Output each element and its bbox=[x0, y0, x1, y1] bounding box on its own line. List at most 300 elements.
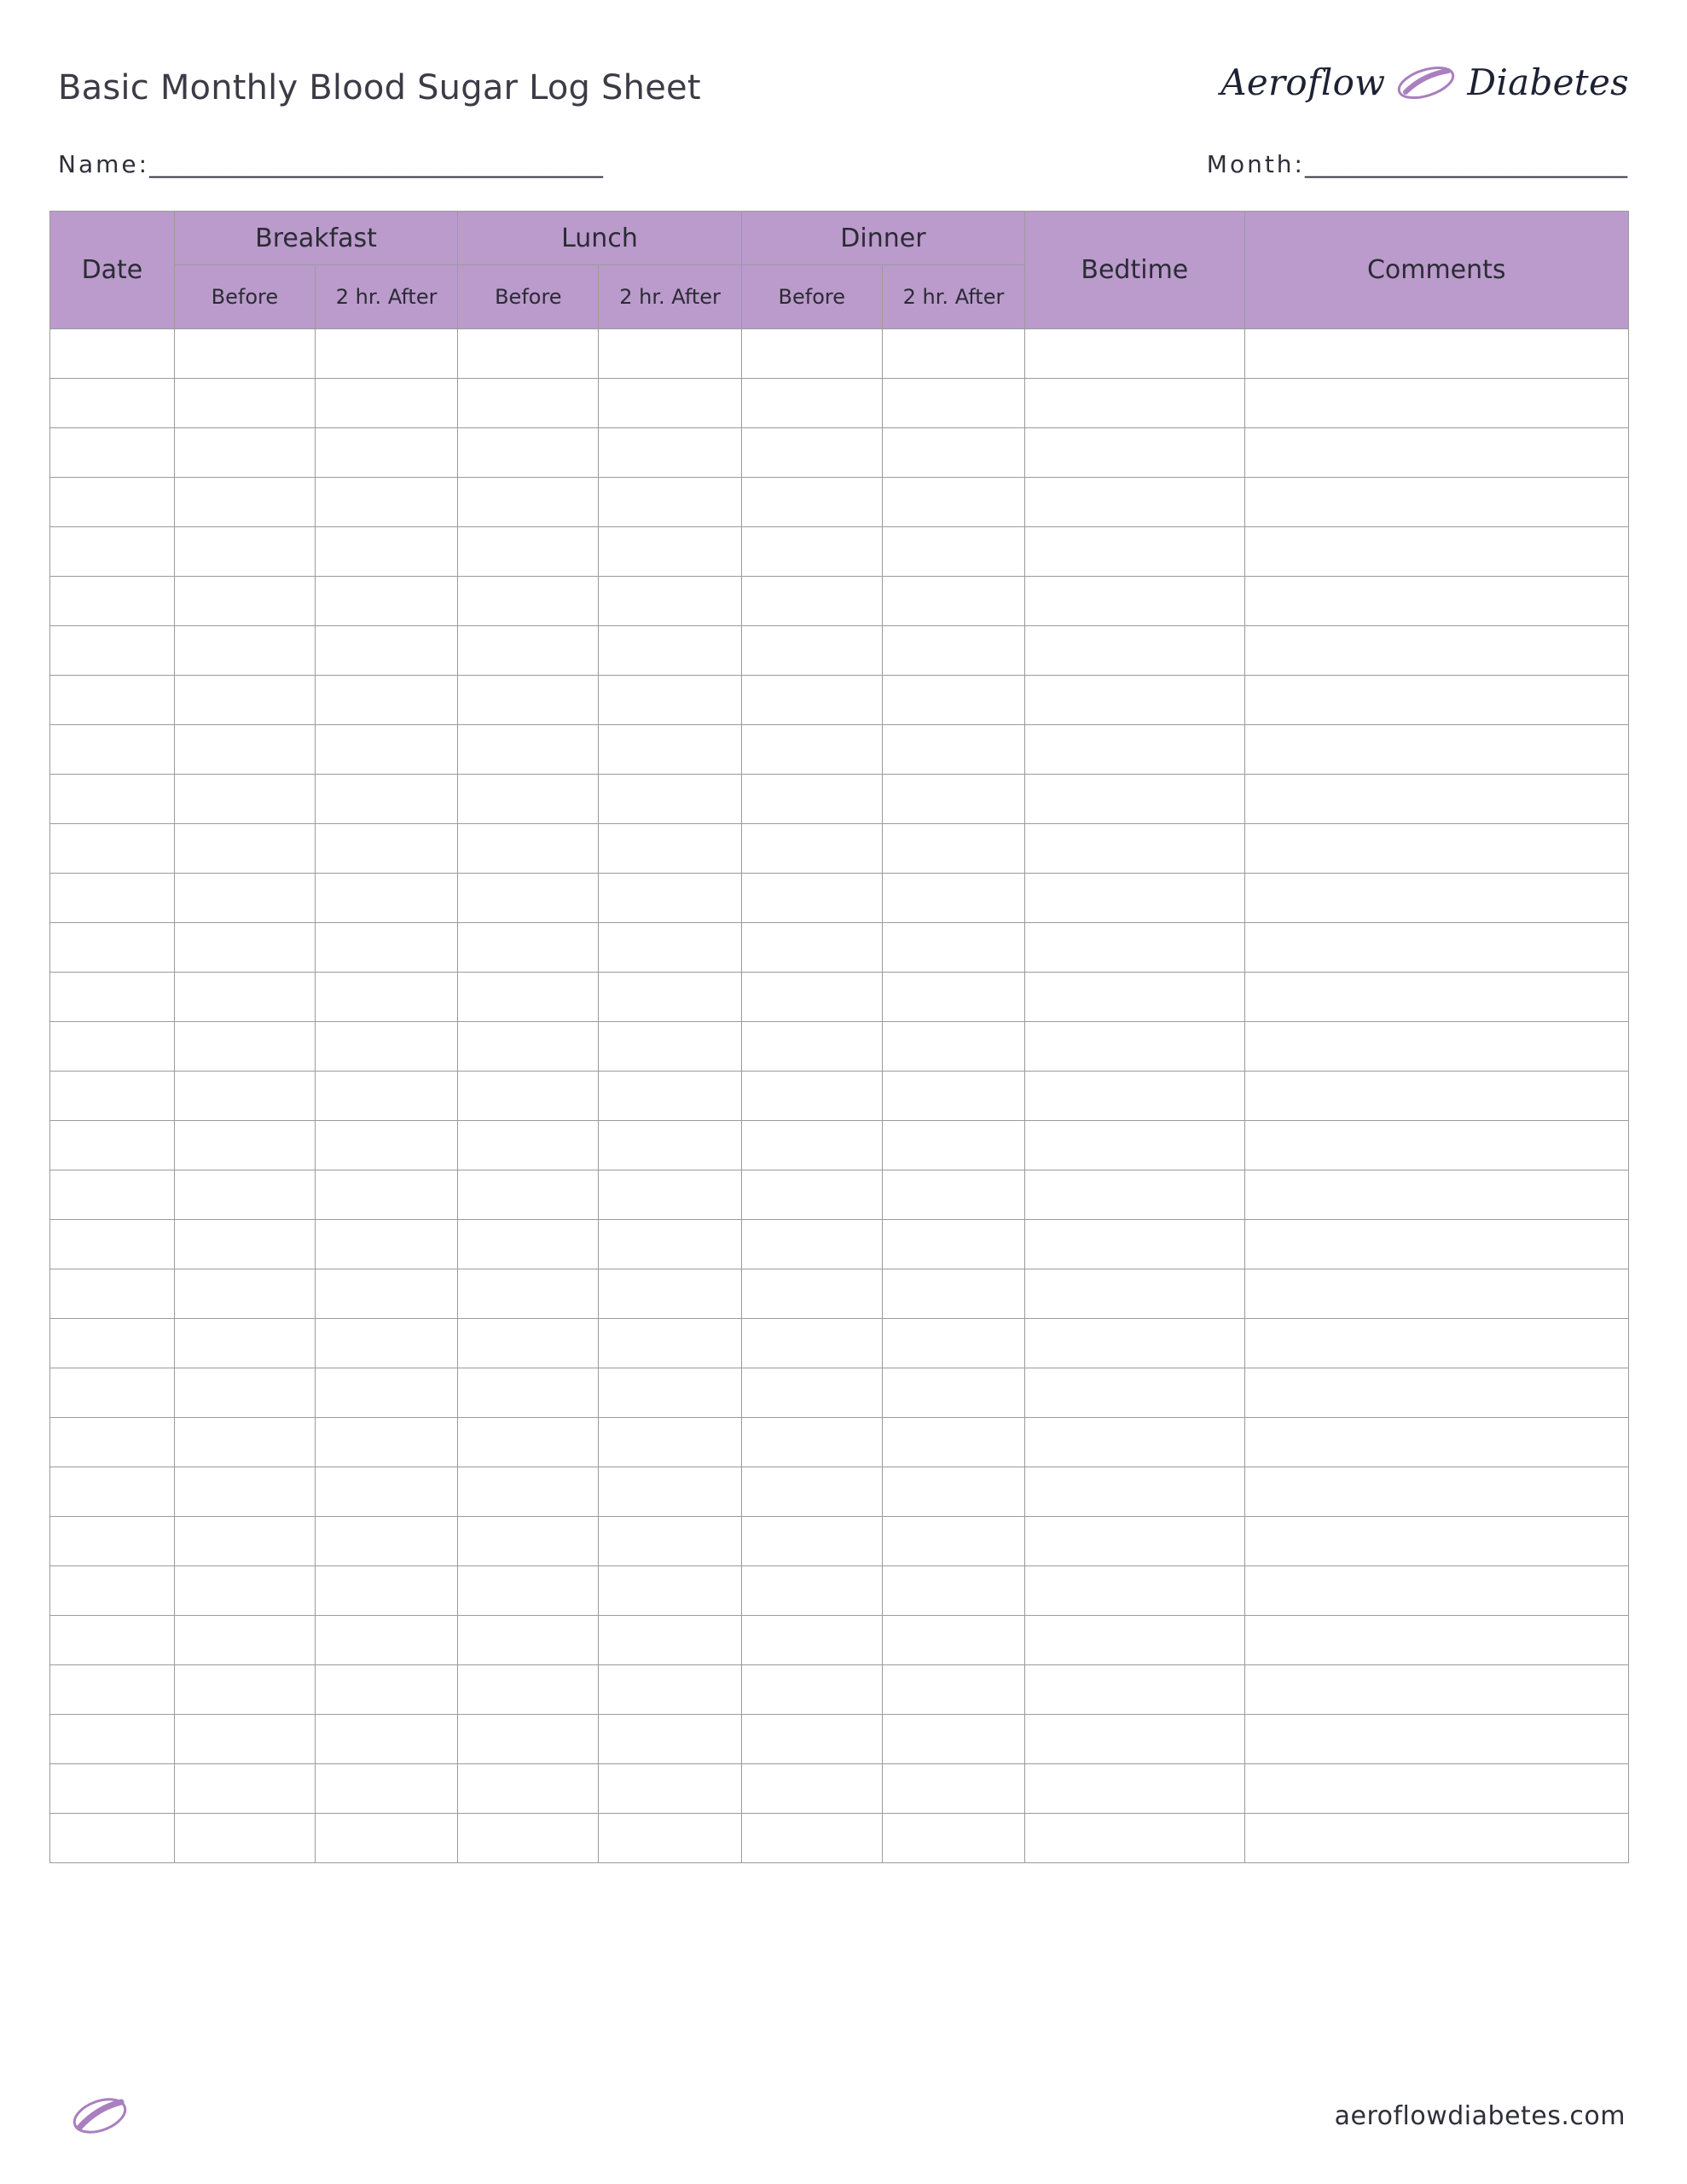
table-cell[interactable] bbox=[599, 1022, 741, 1072]
table-cell[interactable] bbox=[315, 428, 457, 478]
table-cell[interactable] bbox=[882, 1319, 1024, 1368]
table-cell[interactable] bbox=[741, 923, 882, 973]
table-cell[interactable] bbox=[315, 973, 457, 1022]
brand-logo bbox=[1220, 61, 1629, 103]
table-cell[interactable] bbox=[1244, 478, 1628, 527]
table-cell[interactable] bbox=[1244, 1072, 1628, 1121]
table-cell[interactable] bbox=[599, 1665, 741, 1715]
table-cell[interactable] bbox=[882, 527, 1024, 577]
table-cell[interactable] bbox=[1244, 1022, 1628, 1072]
table-cell[interactable] bbox=[741, 527, 882, 577]
table-cell[interactable] bbox=[1025, 1319, 1244, 1368]
table-cell[interactable] bbox=[458, 1715, 599, 1764]
table-cell[interactable] bbox=[1244, 577, 1628, 626]
form-fields bbox=[49, 150, 1638, 178]
table-cell[interactable] bbox=[50, 1220, 175, 1269]
month-field-rule: ___________________________ bbox=[1305, 150, 1627, 178]
table-cell[interactable] bbox=[599, 329, 741, 379]
table-cell[interactable] bbox=[741, 1467, 882, 1517]
table-cell[interactable] bbox=[882, 577, 1024, 626]
aeroflow-swoosh-icon bbox=[68, 2092, 131, 2140]
table-cell[interactable] bbox=[50, 1566, 175, 1616]
table-cell[interactable] bbox=[174, 478, 315, 527]
table-cell[interactable] bbox=[458, 527, 599, 577]
table-cell[interactable] bbox=[882, 1269, 1024, 1319]
table-cell[interactable] bbox=[458, 1170, 599, 1220]
table-cell[interactable] bbox=[1244, 379, 1628, 428]
table-cell[interactable] bbox=[458, 626, 599, 676]
table-cell[interactable] bbox=[741, 329, 882, 379]
table-cell[interactable] bbox=[741, 775, 882, 824]
table-cell[interactable] bbox=[741, 1418, 882, 1467]
table-cell[interactable] bbox=[1025, 577, 1244, 626]
table-cell[interactable] bbox=[458, 1764, 599, 1814]
table-cell[interactable] bbox=[315, 824, 457, 874]
table-cell[interactable] bbox=[174, 1269, 315, 1319]
table-cell[interactable] bbox=[882, 923, 1024, 973]
table-cell[interactable] bbox=[315, 1418, 457, 1467]
table-cell[interactable] bbox=[741, 824, 882, 874]
table-cell[interactable] bbox=[1025, 1072, 1244, 1121]
table-cell[interactable] bbox=[458, 1121, 599, 1170]
table-cell[interactable] bbox=[458, 923, 599, 973]
table-cell[interactable] bbox=[174, 527, 315, 577]
table-cell[interactable] bbox=[1025, 1170, 1244, 1220]
table-cell[interactable] bbox=[315, 1467, 457, 1517]
table-cell[interactable] bbox=[1244, 874, 1628, 923]
table-cell[interactable] bbox=[50, 1170, 175, 1220]
table-cell[interactable] bbox=[882, 874, 1024, 923]
table-cell[interactable] bbox=[1025, 923, 1244, 973]
table-cell[interactable] bbox=[50, 577, 175, 626]
table-cell[interactable] bbox=[315, 1665, 457, 1715]
table-cell[interactable] bbox=[882, 1072, 1024, 1121]
table-cell[interactable] bbox=[882, 478, 1024, 527]
table-cell[interactable] bbox=[458, 379, 599, 428]
table-cell[interactable] bbox=[174, 1616, 315, 1665]
table-cell[interactable] bbox=[1244, 1517, 1628, 1566]
page-footer bbox=[49, 2092, 1638, 2140]
table-cell[interactable] bbox=[50, 824, 175, 874]
table-cell[interactable] bbox=[741, 1170, 882, 1220]
table-cell[interactable] bbox=[174, 329, 315, 379]
table-cell[interactable] bbox=[174, 1517, 315, 1566]
table-cell[interactable] bbox=[50, 1467, 175, 1517]
table-cell[interactable] bbox=[174, 1170, 315, 1220]
table-cell[interactable] bbox=[599, 1072, 741, 1121]
column-header-comments: Comments bbox=[1244, 212, 1628, 329]
table-cell[interactable] bbox=[1025, 1814, 1244, 1863]
table-cell[interactable] bbox=[1244, 1616, 1628, 1665]
table-cell[interactable] bbox=[1244, 1368, 1628, 1418]
table-cell[interactable] bbox=[458, 577, 599, 626]
table-cell[interactable] bbox=[50, 1368, 175, 1418]
table-cell[interactable] bbox=[458, 428, 599, 478]
table-cell[interactable] bbox=[458, 725, 599, 775]
table-cell[interactable] bbox=[741, 1814, 882, 1863]
table-cell[interactable] bbox=[315, 1072, 457, 1121]
table-cell[interactable] bbox=[1025, 824, 1244, 874]
table-row bbox=[50, 1072, 1629, 1121]
table-cell[interactable] bbox=[882, 626, 1024, 676]
table-cell[interactable] bbox=[458, 329, 599, 379]
table-cell[interactable] bbox=[174, 1368, 315, 1418]
table-cell[interactable] bbox=[599, 1715, 741, 1764]
table-row bbox=[50, 725, 1629, 775]
table-cell[interactable] bbox=[50, 379, 175, 428]
table-cell[interactable] bbox=[458, 1072, 599, 1121]
table-cell[interactable] bbox=[174, 775, 315, 824]
table-row bbox=[50, 1269, 1629, 1319]
table-cell[interactable] bbox=[315, 1220, 457, 1269]
table-cell[interactable] bbox=[1025, 1517, 1244, 1566]
table-cell[interactable] bbox=[599, 626, 741, 676]
table-cell[interactable] bbox=[315, 1517, 457, 1566]
table-cell[interactable] bbox=[741, 1616, 882, 1665]
table-cell[interactable] bbox=[174, 923, 315, 973]
table-cell[interactable] bbox=[599, 1467, 741, 1517]
table-cell[interactable] bbox=[599, 1814, 741, 1863]
table-cell[interactable] bbox=[50, 923, 175, 973]
table-cell[interactable] bbox=[882, 973, 1024, 1022]
table-cell[interactable] bbox=[458, 1368, 599, 1418]
table-cell[interactable] bbox=[1244, 824, 1628, 874]
table-cell[interactable] bbox=[882, 1220, 1024, 1269]
table-cell[interactable] bbox=[174, 577, 315, 626]
table-cell[interactable] bbox=[1244, 1566, 1628, 1616]
table-cell[interactable] bbox=[1244, 1467, 1628, 1517]
table-cell[interactable] bbox=[1244, 626, 1628, 676]
table-cell[interactable] bbox=[458, 1665, 599, 1715]
table-cell[interactable] bbox=[741, 973, 882, 1022]
table-cell[interactable] bbox=[50, 1072, 175, 1121]
table-cell[interactable] bbox=[741, 1319, 882, 1368]
table-cell[interactable] bbox=[1244, 775, 1628, 824]
table-cell[interactable] bbox=[1025, 626, 1244, 676]
table-cell[interactable] bbox=[741, 874, 882, 923]
table-cell[interactable] bbox=[1025, 1764, 1244, 1814]
table-cell[interactable] bbox=[315, 923, 457, 973]
table-cell[interactable] bbox=[1244, 676, 1628, 725]
table-cell[interactable] bbox=[599, 1764, 741, 1814]
table-cell[interactable] bbox=[50, 1022, 175, 1072]
table-cell[interactable] bbox=[174, 1121, 315, 1170]
table-cell[interactable] bbox=[599, 676, 741, 725]
table-cell[interactable] bbox=[50, 1616, 175, 1665]
table-cell[interactable] bbox=[50, 1121, 175, 1170]
table-cell[interactable] bbox=[599, 1121, 741, 1170]
table-cell[interactable] bbox=[1244, 725, 1628, 775]
table-cell[interactable] bbox=[315, 725, 457, 775]
table-cell[interactable] bbox=[50, 1517, 175, 1566]
table-cell[interactable] bbox=[599, 1170, 741, 1220]
table-cell[interactable] bbox=[741, 428, 882, 478]
table-cell[interactable] bbox=[315, 1616, 457, 1665]
table-cell[interactable] bbox=[315, 379, 457, 428]
table-cell[interactable] bbox=[741, 1715, 882, 1764]
table-cell[interactable] bbox=[882, 329, 1024, 379]
table-cell[interactable] bbox=[1244, 1715, 1628, 1764]
table-cell[interactable] bbox=[599, 577, 741, 626]
table-cell[interactable] bbox=[882, 1418, 1024, 1467]
table-cell[interactable] bbox=[315, 1566, 457, 1616]
table-cell[interactable] bbox=[315, 1368, 457, 1418]
table-row bbox=[50, 676, 1629, 725]
table-cell[interactable] bbox=[1244, 923, 1628, 973]
table-cell[interactable] bbox=[1244, 1269, 1628, 1319]
table-cell[interactable] bbox=[174, 1715, 315, 1764]
table-row bbox=[50, 428, 1629, 478]
table-cell[interactable] bbox=[315, 1715, 457, 1764]
table-cell[interactable] bbox=[599, 1566, 741, 1616]
table-cell[interactable] bbox=[882, 428, 1024, 478]
table-cell[interactable] bbox=[741, 1566, 882, 1616]
table-cell[interactable] bbox=[174, 1814, 315, 1863]
table-cell[interactable] bbox=[1025, 725, 1244, 775]
table-cell[interactable] bbox=[1025, 1220, 1244, 1269]
table-cell[interactable] bbox=[458, 973, 599, 1022]
table-cell[interactable] bbox=[174, 824, 315, 874]
table-cell[interactable] bbox=[1244, 1764, 1628, 1814]
table-cell[interactable] bbox=[315, 329, 457, 379]
table-cell[interactable] bbox=[1025, 1269, 1244, 1319]
table-cell[interactable] bbox=[882, 1467, 1024, 1517]
table-cell[interactable] bbox=[741, 478, 882, 527]
table-cell[interactable] bbox=[882, 824, 1024, 874]
table-cell[interactable] bbox=[174, 1418, 315, 1467]
table-cell[interactable] bbox=[458, 1517, 599, 1566]
table-cell[interactable] bbox=[741, 379, 882, 428]
table-cell[interactable] bbox=[315, 527, 457, 577]
table-cell[interactable] bbox=[458, 676, 599, 725]
table-cell[interactable] bbox=[882, 379, 1024, 428]
name-field-label: Name: bbox=[58, 150, 150, 178]
table-cell[interactable] bbox=[882, 775, 1024, 824]
table-cell[interactable] bbox=[741, 1022, 882, 1072]
table-cell[interactable] bbox=[50, 775, 175, 824]
table-cell[interactable] bbox=[315, 1022, 457, 1072]
table-cell[interactable] bbox=[882, 1566, 1024, 1616]
table-cell[interactable] bbox=[1244, 1319, 1628, 1368]
table-cell[interactable] bbox=[882, 1121, 1024, 1170]
table-cell[interactable] bbox=[174, 874, 315, 923]
table-cell[interactable] bbox=[1025, 527, 1244, 577]
table-cell[interactable] bbox=[599, 923, 741, 973]
table-cell[interactable] bbox=[458, 824, 599, 874]
table-cell[interactable] bbox=[458, 775, 599, 824]
table-cell[interactable] bbox=[882, 676, 1024, 725]
table-cell[interactable] bbox=[1244, 1418, 1628, 1467]
table-cell[interactable] bbox=[599, 1319, 741, 1368]
table-cell[interactable] bbox=[174, 1566, 315, 1616]
table-cell[interactable] bbox=[50, 1418, 175, 1467]
table-cell[interactable] bbox=[1025, 1121, 1244, 1170]
table-cell[interactable] bbox=[315, 478, 457, 527]
table-cell[interactable] bbox=[1025, 1566, 1244, 1616]
table-cell[interactable] bbox=[599, 1220, 741, 1269]
table-cell[interactable] bbox=[599, 478, 741, 527]
table-cell[interactable] bbox=[174, 725, 315, 775]
table-cell[interactable] bbox=[599, 874, 741, 923]
table-cell[interactable] bbox=[50, 1764, 175, 1814]
table-cell[interactable] bbox=[315, 676, 457, 725]
table-cell[interactable] bbox=[741, 725, 882, 775]
table-cell[interactable] bbox=[741, 626, 882, 676]
table-cell[interactable] bbox=[458, 1269, 599, 1319]
table-cell[interactable] bbox=[1025, 329, 1244, 379]
table-cell[interactable] bbox=[741, 1072, 882, 1121]
table-cell[interactable] bbox=[882, 1814, 1024, 1863]
table-cell[interactable] bbox=[50, 626, 175, 676]
subheader-breakfast-before: Before bbox=[174, 265, 315, 329]
table-cell[interactable] bbox=[1025, 428, 1244, 478]
table-cell[interactable] bbox=[174, 1220, 315, 1269]
table-cell[interactable] bbox=[599, 725, 741, 775]
table-cell[interactable] bbox=[50, 973, 175, 1022]
table-cell[interactable] bbox=[741, 1121, 882, 1170]
table-cell[interactable] bbox=[882, 1517, 1024, 1566]
table-cell[interactable] bbox=[458, 1022, 599, 1072]
table-cell[interactable] bbox=[174, 379, 315, 428]
table-cell[interactable] bbox=[315, 1269, 457, 1319]
table-cell[interactable] bbox=[882, 1616, 1024, 1665]
table-cell[interactable] bbox=[1244, 527, 1628, 577]
table-cell[interactable] bbox=[458, 1566, 599, 1616]
table-cell[interactable] bbox=[882, 1764, 1024, 1814]
table-cell[interactable] bbox=[315, 1319, 457, 1368]
table-cell[interactable] bbox=[599, 1517, 741, 1566]
table-cell[interactable] bbox=[315, 577, 457, 626]
month-field[interactable] bbox=[1207, 150, 1627, 178]
table-cell[interactable] bbox=[458, 874, 599, 923]
table-cell[interactable] bbox=[1244, 1220, 1628, 1269]
table-row bbox=[50, 329, 1629, 379]
table-cell[interactable] bbox=[1025, 1616, 1244, 1665]
table-cell[interactable] bbox=[50, 1665, 175, 1715]
table-row bbox=[50, 1517, 1629, 1566]
table-cell[interactable] bbox=[174, 1467, 315, 1517]
table-cell[interactable] bbox=[599, 824, 741, 874]
table-cell[interactable] bbox=[882, 1170, 1024, 1220]
table-cell[interactable] bbox=[1244, 428, 1628, 478]
table-cell[interactable] bbox=[1244, 1121, 1628, 1170]
table-cell[interactable] bbox=[1244, 1170, 1628, 1220]
table-cell[interactable] bbox=[458, 1814, 599, 1863]
table-cell[interactable] bbox=[174, 626, 315, 676]
table-cell[interactable] bbox=[458, 478, 599, 527]
table-cell[interactable] bbox=[1025, 874, 1244, 923]
table-cell[interactable] bbox=[741, 1764, 882, 1814]
table-cell[interactable] bbox=[741, 676, 882, 725]
table-cell[interactable] bbox=[599, 527, 741, 577]
table-cell[interactable] bbox=[599, 1368, 741, 1418]
name-field[interactable] bbox=[58, 150, 603, 178]
table-cell[interactable] bbox=[50, 527, 175, 577]
table-cell[interactable] bbox=[599, 379, 741, 428]
table-cell[interactable] bbox=[741, 1220, 882, 1269]
table-cell[interactable] bbox=[50, 1814, 175, 1863]
table-cell[interactable] bbox=[315, 1814, 457, 1863]
table-cell[interactable] bbox=[1244, 329, 1628, 379]
table-cell[interactable] bbox=[174, 428, 315, 478]
table-cell[interactable] bbox=[1025, 775, 1244, 824]
table-cell[interactable] bbox=[174, 1665, 315, 1715]
table-cell[interactable] bbox=[50, 1269, 175, 1319]
table-cell[interactable] bbox=[1244, 1814, 1628, 1863]
table-cell[interactable] bbox=[458, 1418, 599, 1467]
table-cell[interactable] bbox=[599, 428, 741, 478]
table-cell[interactable] bbox=[458, 1220, 599, 1269]
table-cell[interactable] bbox=[599, 1616, 741, 1665]
table-cell[interactable] bbox=[599, 1418, 741, 1467]
table-cell[interactable] bbox=[1025, 676, 1244, 725]
table-cell[interactable] bbox=[882, 1715, 1024, 1764]
table-cell[interactable] bbox=[882, 1022, 1024, 1072]
table-cell[interactable] bbox=[1244, 1665, 1628, 1715]
table-cell[interactable] bbox=[1244, 973, 1628, 1022]
table-cell[interactable] bbox=[50, 676, 175, 725]
table-cell[interactable] bbox=[741, 1269, 882, 1319]
subheader-lunch-after: 2 hr. After bbox=[599, 265, 741, 329]
table-cell[interactable] bbox=[1025, 1467, 1244, 1517]
table-cell[interactable] bbox=[174, 1072, 315, 1121]
table-cell[interactable] bbox=[599, 775, 741, 824]
table-cell[interactable] bbox=[315, 1764, 457, 1814]
brand-name-diabetes: Diabetes bbox=[1467, 61, 1629, 103]
table-cell[interactable] bbox=[1025, 1418, 1244, 1467]
table-cell[interactable] bbox=[174, 676, 315, 725]
table-cell[interactable] bbox=[1025, 1665, 1244, 1715]
table-cell[interactable] bbox=[50, 478, 175, 527]
table-cell[interactable] bbox=[1025, 1022, 1244, 1072]
table-cell[interactable] bbox=[174, 1022, 315, 1072]
table-cell[interactable] bbox=[741, 577, 882, 626]
table-cell[interactable] bbox=[315, 775, 457, 824]
table-cell[interactable] bbox=[1025, 1715, 1244, 1764]
table-cell[interactable] bbox=[741, 1368, 882, 1418]
table-cell[interactable] bbox=[882, 1665, 1024, 1715]
table-cell[interactable] bbox=[458, 1616, 599, 1665]
table-cell[interactable] bbox=[1025, 973, 1244, 1022]
table-cell[interactable] bbox=[315, 874, 457, 923]
table-cell[interactable] bbox=[882, 725, 1024, 775]
table-cell[interactable] bbox=[1025, 379, 1244, 428]
table-cell[interactable] bbox=[741, 1517, 882, 1566]
table-cell[interactable] bbox=[741, 1665, 882, 1715]
table-cell[interactable] bbox=[50, 874, 175, 923]
table-cell[interactable] bbox=[599, 1269, 741, 1319]
table-cell[interactable] bbox=[174, 973, 315, 1022]
table-cell[interactable] bbox=[174, 1764, 315, 1814]
table-cell[interactable] bbox=[50, 329, 175, 379]
table-cell[interactable] bbox=[50, 1715, 175, 1764]
table-cell[interactable] bbox=[50, 1319, 175, 1368]
table-cell[interactable] bbox=[599, 973, 741, 1022]
table-row bbox=[50, 1665, 1629, 1715]
table-cell[interactable] bbox=[174, 1319, 315, 1368]
table-cell[interactable] bbox=[50, 428, 175, 478]
table-cell[interactable] bbox=[458, 1467, 599, 1517]
table-cell[interactable] bbox=[50, 725, 175, 775]
table-cell[interactable] bbox=[1025, 1368, 1244, 1418]
table-cell[interactable] bbox=[1025, 478, 1244, 527]
table-cell[interactable] bbox=[315, 626, 457, 676]
table-cell[interactable] bbox=[458, 1319, 599, 1368]
table-row bbox=[50, 379, 1629, 428]
table-cell[interactable] bbox=[315, 1121, 457, 1170]
table-cell[interactable] bbox=[882, 1368, 1024, 1418]
table-cell[interactable] bbox=[315, 1170, 457, 1220]
